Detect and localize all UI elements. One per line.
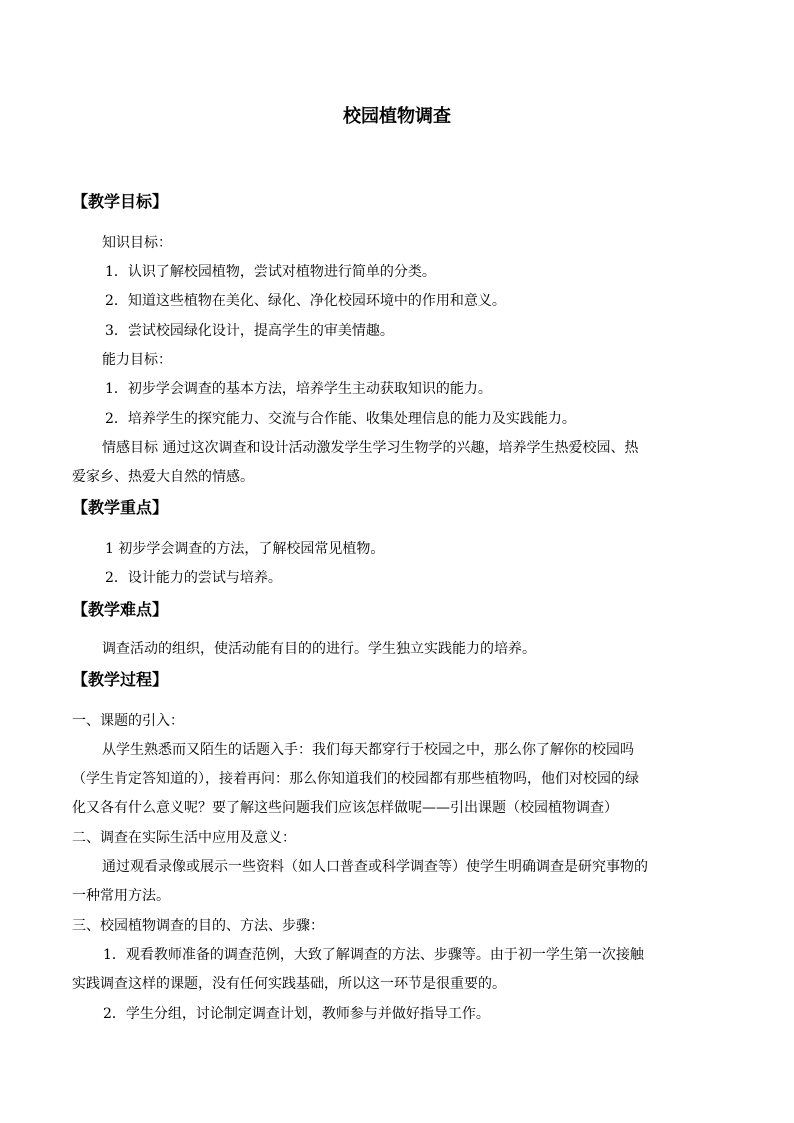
process-part-title: 一、课题的引入： [72, 713, 184, 729]
document-title: 校园植物调查 [343, 106, 451, 127]
process-paragraph-line: 化又各有什么意义呢？要了解这些问题我们应该怎样做呢——引出课题（校园植物调查） [72, 800, 618, 816]
process-part-title: 二、调查在实际生活中应用及意义： [72, 830, 296, 846]
knowledge-label: 知识目标： [102, 235, 172, 251]
process-paragraph-line: （学生肯定答知道的），接着再问：那么你知道我们的校园都有那些植物吗，他们对校园的绿 [72, 771, 639, 787]
process-paragraph-line: 1．观看教师准备的调查范例，大致了解调查的方法、步骤等。由于初一学生第一次接触 [103, 947, 644, 963]
key-point-item: 1 初步学会调查的方法，了解校园常见植物。 [105, 541, 385, 557]
knowledge-item: 3．尝试校园绿化设计，提高学生的审美情趣。 [105, 323, 394, 339]
section-heading-key-points: 【教学重点】 [72, 498, 169, 517]
knowledge-item: 1．认识了解校园植物，尝试对植物进行简单的分类。 [105, 264, 436, 280]
difficulty-text: 调查活动的组织，使活动能有目的的进行。学生独立实践能力的培养。 [102, 641, 536, 657]
emotion-goal-line: 爱家乡、热爱大自然的情感。 [72, 469, 254, 485]
knowledge-item: 2．知道这些植物在美化、绿化、净化校园环境中的作用和意义。 [105, 293, 506, 309]
process-part-title: 三、校园植物调查的目的、方法、步骤： [72, 918, 324, 934]
ability-item: 1．初步学会调查的基本方法，培养学生主动获取知识的能力。 [105, 381, 492, 397]
ability-item: 2．培养学生的探究能力、交流与合作能、收集处理信息的能力及实践能力。 [105, 411, 576, 427]
process-paragraph-line: 2．学生分组，讨论制定调查计划，教师参与并做好指导工作。 [103, 1006, 490, 1022]
process-paragraph-line: 通过观看录像或展示一些资料（如人口普查或科学调查等）使学生明确调查是研究事物的 [102, 859, 648, 875]
section-heading-process: 【教学过程】 [72, 670, 169, 689]
emotion-goal-line: 情感目标 通过这次调查和设计活动激发学生学习生物学的兴趣，培养学生热爱校园、热 [102, 440, 639, 456]
key-point-item: 2．设计能力的尝试与培养。 [105, 570, 282, 586]
section-heading-objectives: 【教学目标】 [72, 192, 169, 211]
process-paragraph-line: 实践调查这样的课题，没有任何实践基础，所以这一环节是很重要的。 [72, 976, 506, 992]
process-paragraph-line: 一种常用方法。 [72, 888, 170, 904]
section-heading-difficulties: 【教学难点】 [72, 600, 169, 619]
process-paragraph-line: 从学生熟悉而又陌生的话题入手：我们每天都穿行于校园之中，那么你了解你的校园吗 [102, 742, 634, 758]
ability-label: 能力目标： [102, 352, 172, 368]
